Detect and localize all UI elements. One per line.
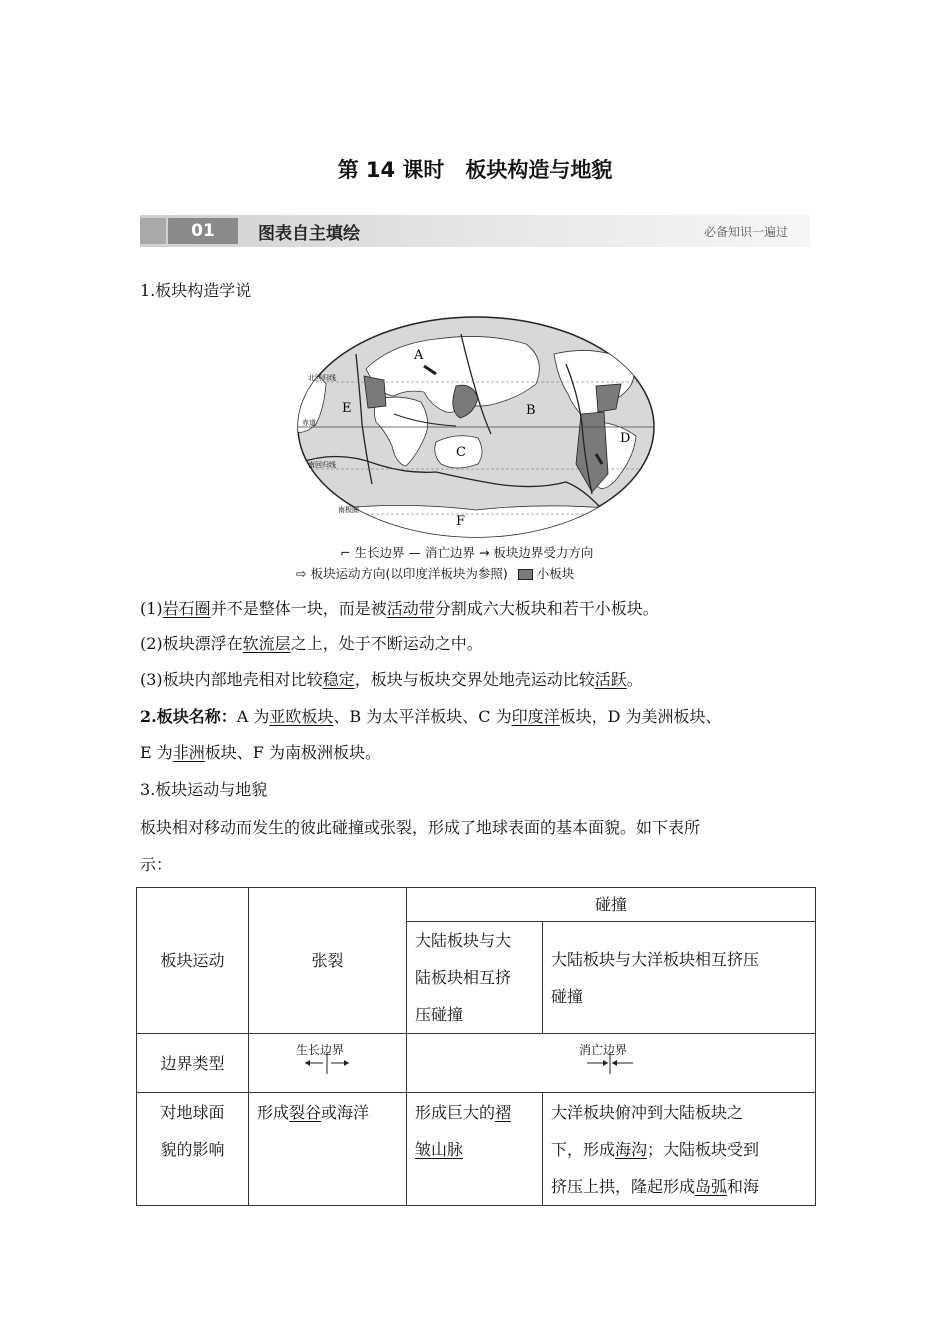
plate-label-a: A xyxy=(414,348,424,363)
section-banner xyxy=(140,215,810,247)
growth-boundary-label: 生长边界 xyxy=(296,1043,345,1057)
growth-boundary-icon: ⌐ xyxy=(340,545,351,560)
force-arrow-icon: → xyxy=(478,545,490,560)
paragraph-7: 示： xyxy=(140,855,173,874)
banner-subtitle: 必备知识一遍过 xyxy=(703,225,788,239)
paragraph-1: (1)岩石圈并不是整体一块，而是被活动带分割成六大板块和若干小板块。 xyxy=(140,599,659,618)
cell-rift-impact: 形成裂谷或海洋 xyxy=(249,1093,407,1206)
motion-arrow-icon: ⇨ xyxy=(296,566,307,581)
answer-indian-ocean: 印度洋 xyxy=(511,707,560,726)
cell-rifting: 张裂 xyxy=(249,888,407,1034)
label-antarctic-circle: 南极圈 xyxy=(338,506,359,514)
plate-label-c: C xyxy=(456,445,466,460)
label-tropic-capricorn: 南回归线 xyxy=(308,461,336,469)
answer-active: 活跃 xyxy=(594,670,627,689)
label-tropic-cancer: 北回归线 xyxy=(308,374,336,382)
small-plate-1 xyxy=(364,376,386,408)
small-plate-icon xyxy=(518,569,533,580)
map-legend-line2 xyxy=(296,564,574,582)
section3-heading: 3.板块运动与地貌 xyxy=(140,780,268,799)
paragraph-3: (3)板块内部地壳相对比较稳定，板块与板块交界处地壳运动比较活跃。 xyxy=(140,670,643,689)
answer-asthenosphere: 软流层 xyxy=(242,634,291,653)
plate-label-e: E xyxy=(342,401,352,416)
page-title: 第 14 课时 板块构造与地貌 xyxy=(337,158,613,182)
cell-continent-ocean: 大陆板块与大洋板块相互挤压 碰撞 xyxy=(543,922,816,1034)
cell-continent-continent: 大陆板块与大 陆板块相互挤 压碰撞 xyxy=(407,922,543,1034)
answer-trench: 海沟 xyxy=(615,1140,648,1159)
answer-fold-1: 褶 xyxy=(495,1103,512,1122)
map-legend-line1 xyxy=(340,543,593,561)
cell-plate-motion: 板块运动 xyxy=(137,888,249,1034)
subduction-boundary-icon: — xyxy=(408,545,421,560)
banner-title: 图表自主填绘 xyxy=(258,224,360,244)
answer-lithosphere: 岩石圈 xyxy=(162,599,211,618)
cell-growth-boundary xyxy=(249,1034,407,1093)
paragraph-4: 2.板块名称：A 为亚欧板块、B 为太平洋板块、C 为印度洋板块，D 为美洲板块、 xyxy=(140,707,722,726)
paragraph-2: (2)板块漂浮在软流层之上，处于不断运动之中。 xyxy=(140,634,483,653)
label-equator: 赤道 xyxy=(302,419,316,427)
section1-heading: 1.板块构造学说 xyxy=(140,281,252,300)
legend-growth-label: 生长边界 xyxy=(354,545,405,560)
cell-fold-impact: 形成巨大的褶 皱山脉 xyxy=(407,1093,543,1206)
answer-island-arc: 岛弧 xyxy=(695,1177,728,1196)
cell-trench-impact: 大洋板块俯冲到大陆板块之 下，形成海沟；大陆板块受到 挤压上拱，隆起形成岛弧和海 xyxy=(543,1093,816,1206)
answer-fold-2: 皱山脉 xyxy=(415,1140,464,1159)
cell-boundary-type: 边界类型 xyxy=(137,1034,249,1093)
plate-label-f: F xyxy=(456,514,466,529)
answer-active-belt: 活动带 xyxy=(386,599,435,618)
cell-collision: 碰撞 xyxy=(407,888,816,922)
subduction-boundary-symbol-icon xyxy=(585,1052,635,1074)
growth-boundary-symbol-icon xyxy=(303,1052,353,1074)
banner-number: 01 xyxy=(168,218,238,244)
subduction-boundary-label: 消亡边界 xyxy=(579,1043,628,1057)
answer-africa: 非洲 xyxy=(172,743,205,762)
legend-force-label: 板块边界受力方向 xyxy=(493,545,594,560)
cell-impact: 对地球面 貌的影响 xyxy=(137,1093,249,1206)
paragraph-6: 板块相对移动而发生的彼此碰撞或张裂，形成了地球表面的基本面貌。如下表所 xyxy=(140,818,701,837)
plate-motion-table xyxy=(136,887,816,1206)
plate-label-d: D xyxy=(620,431,631,446)
legend-subduction-label: 消亡边界 xyxy=(424,545,475,560)
answer-eurasian: 亚欧板块 xyxy=(269,707,334,726)
plate-map xyxy=(296,314,656,540)
legend-small-plate-label: 小板块 xyxy=(536,566,575,581)
answer-rift-valley: 裂谷 xyxy=(289,1103,322,1122)
banner-left-tab xyxy=(140,218,166,244)
cell-subduction-boundary xyxy=(407,1034,816,1093)
plate-label-b: B xyxy=(526,403,536,418)
legend-motion-label: 板块运动方向(以印度洋板块为参照) xyxy=(310,566,508,581)
answer-stable: 稳定 xyxy=(322,670,355,689)
paragraph-5: E 为非洲板块、F 为南极洲板块。 xyxy=(140,743,381,762)
